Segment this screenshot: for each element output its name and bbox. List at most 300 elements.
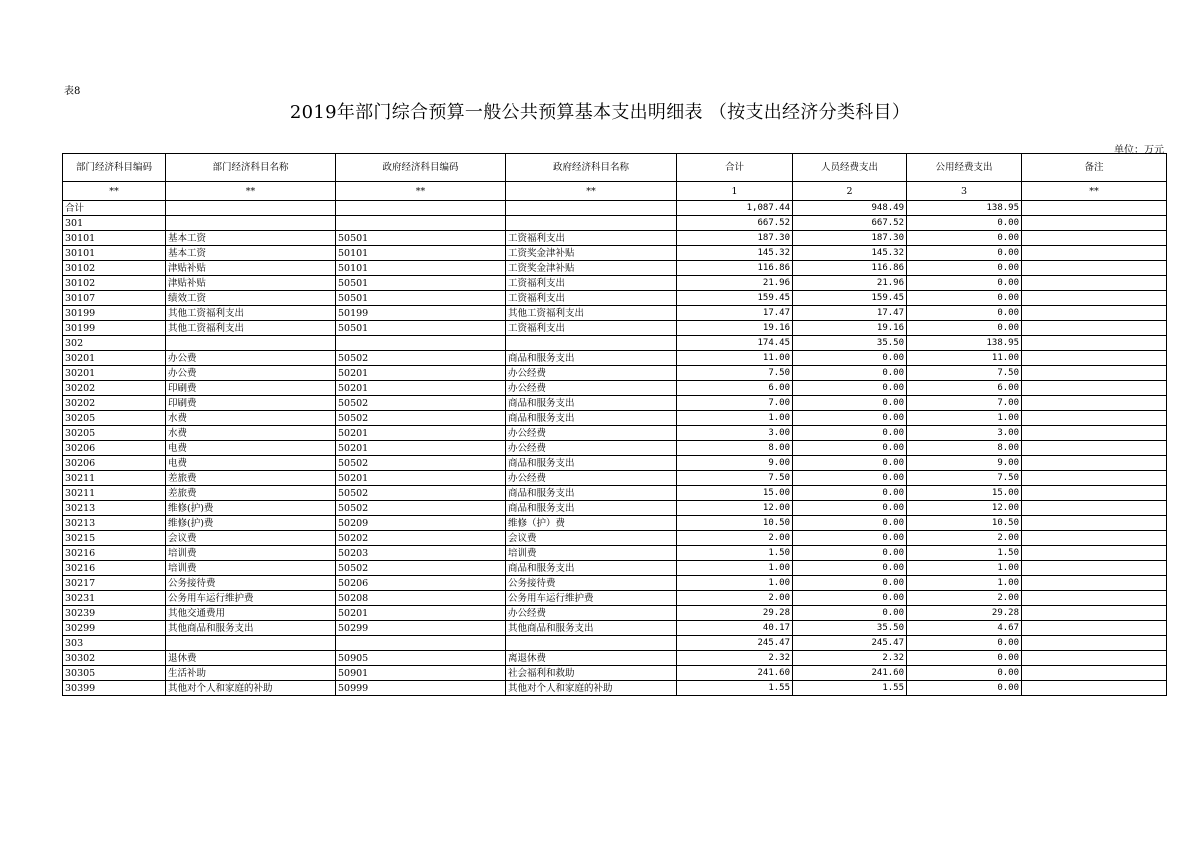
dept-code-cell: 30202	[63, 396, 166, 411]
gov-name-cell: 商品和服务支出	[506, 351, 677, 366]
public-cell: 29.28	[907, 606, 1022, 621]
dept-code-cell: 30199	[63, 321, 166, 336]
public-cell: 12.00	[907, 501, 1022, 516]
dept-name-cell: 印刷费	[166, 381, 336, 396]
gov-name-cell: 会议费	[506, 531, 677, 546]
personnel-cell: 245.47	[793, 636, 907, 651]
dept-name-cell: 基本工资	[166, 246, 336, 261]
dept-name-cell: 其他对个人和家庭的补助	[166, 681, 336, 696]
dept-name-cell: 印刷费	[166, 396, 336, 411]
table-row	[63, 276, 1167, 291]
table-row	[63, 501, 1167, 516]
gov-name-cell: 其他对个人和家庭的补助	[506, 681, 677, 696]
total-cell: 19.16	[677, 321, 793, 336]
gov-code-cell: 50502	[336, 456, 506, 471]
gov-name-cell: 工资奖金津补贴	[506, 246, 677, 261]
gov-name-cell: 商品和服务支出	[506, 561, 677, 576]
personnel-cell: 0.00	[793, 486, 907, 501]
index-cell: **	[166, 182, 336, 201]
dept-code-cell: 30299	[63, 621, 166, 636]
table-row	[63, 471, 1167, 486]
remark-cell	[1022, 621, 1167, 636]
table-row	[63, 456, 1167, 471]
table-row	[63, 591, 1167, 606]
dept-name-cell: 基本工资	[166, 231, 336, 246]
public-cell: 2.00	[907, 531, 1022, 546]
table-row	[63, 531, 1167, 546]
total-cell: 1.00	[677, 411, 793, 426]
table-row	[63, 351, 1167, 366]
gov-name-cell: 公务接待费	[506, 576, 677, 591]
gov-code-cell	[336, 201, 506, 216]
remark-cell	[1022, 246, 1167, 261]
column-header: 政府经济科目编码	[336, 154, 506, 182]
public-cell: 10.50	[907, 516, 1022, 531]
dept-name-cell: 电费	[166, 456, 336, 471]
gov-code-cell: 50502	[336, 351, 506, 366]
table-row	[63, 321, 1167, 336]
gov-name-cell: 工资奖金津补贴	[506, 261, 677, 276]
budget-table	[62, 153, 1167, 696]
dept-code-cell: 30101	[63, 246, 166, 261]
public-cell: 0.00	[907, 276, 1022, 291]
total-cell: 116.86	[677, 261, 793, 276]
dept-name-cell: 培训费	[166, 561, 336, 576]
dept-code-cell: 30211	[63, 471, 166, 486]
remark-cell	[1022, 201, 1167, 216]
personnel-cell: 241.60	[793, 666, 907, 681]
dept-name-cell: 水费	[166, 426, 336, 441]
gov-name-cell: 工资福利支出	[506, 276, 677, 291]
dept-code-cell: 合计	[63, 201, 166, 216]
remark-cell	[1022, 231, 1167, 246]
gov-name-cell: 办公经费	[506, 441, 677, 456]
public-cell: 1.00	[907, 411, 1022, 426]
public-cell: 0.00	[907, 651, 1022, 666]
total-cell: 9.00	[677, 456, 793, 471]
public-cell: 0.00	[907, 306, 1022, 321]
total-cell: 17.47	[677, 306, 793, 321]
gov-code-cell: 50209	[336, 516, 506, 531]
index-cell: 1	[677, 182, 793, 201]
gov-code-cell: 50201	[336, 366, 506, 381]
personnel-cell: 0.00	[793, 501, 907, 516]
gov-code-cell: 50501	[336, 231, 506, 246]
gov-name-cell: 维修（护）费	[506, 516, 677, 531]
total-cell: 174.45	[677, 336, 793, 351]
gov-code-cell: 50201	[336, 381, 506, 396]
dept-name-cell: 水费	[166, 411, 336, 426]
table-row	[63, 576, 1167, 591]
total-cell: 21.96	[677, 276, 793, 291]
public-cell: 2.00	[907, 591, 1022, 606]
dept-code-cell: 30217	[63, 576, 166, 591]
gov-code-cell: 50501	[336, 276, 506, 291]
personnel-cell: 0.00	[793, 576, 907, 591]
dept-name-cell: 其他工资福利支出	[166, 306, 336, 321]
total-cell: 1.50	[677, 546, 793, 561]
remark-cell	[1022, 336, 1167, 351]
personnel-cell: 159.45	[793, 291, 907, 306]
gov-code-cell: 50502	[336, 396, 506, 411]
gov-code-cell: 50206	[336, 576, 506, 591]
dept-code-cell: 30302	[63, 651, 166, 666]
personnel-cell: 145.32	[793, 246, 907, 261]
total-cell: 2.00	[677, 591, 793, 606]
dept-code-cell: 303	[63, 636, 166, 651]
public-cell: 9.00	[907, 456, 1022, 471]
dept-name-cell: 其他商品和服务支出	[166, 621, 336, 636]
dept-code-cell: 30206	[63, 456, 166, 471]
dept-code-cell: 30102	[63, 261, 166, 276]
dept-code-cell: 30216	[63, 561, 166, 576]
remark-cell	[1022, 216, 1167, 231]
public-cell: 0.00	[907, 231, 1022, 246]
total-cell: 145.32	[677, 246, 793, 261]
table-row	[63, 546, 1167, 561]
table-row	[63, 441, 1167, 456]
index-cell: 3	[907, 182, 1022, 201]
total-cell: 159.45	[677, 291, 793, 306]
dept-name-cell: 会议费	[166, 531, 336, 546]
personnel-cell: 0.00	[793, 561, 907, 576]
dept-code-cell: 30215	[63, 531, 166, 546]
gov-name-cell	[506, 636, 677, 651]
dept-name-cell: 其他交通费用	[166, 606, 336, 621]
index-cell: **	[336, 182, 506, 201]
dept-name-cell: 生活补助	[166, 666, 336, 681]
dept-code-cell: 30305	[63, 666, 166, 681]
personnel-cell: 0.00	[793, 426, 907, 441]
dept-code-cell: 30239	[63, 606, 166, 621]
remark-cell	[1022, 486, 1167, 501]
personnel-cell: 0.00	[793, 516, 907, 531]
public-cell: 8.00	[907, 441, 1022, 456]
remark-cell	[1022, 576, 1167, 591]
dept-name-cell: 办公费	[166, 351, 336, 366]
table-row	[63, 651, 1167, 666]
table-row	[63, 366, 1167, 381]
gov-code-cell	[336, 216, 506, 231]
dept-name-cell: 差旅费	[166, 471, 336, 486]
personnel-cell: 19.16	[793, 321, 907, 336]
table-row	[63, 246, 1167, 261]
table-row	[63, 381, 1167, 396]
public-cell: 138.95	[907, 336, 1022, 351]
dept-code-cell: 30107	[63, 291, 166, 306]
table-row	[63, 261, 1167, 276]
dept-code-cell: 302	[63, 336, 166, 351]
gov-name-cell: 工资福利支出	[506, 231, 677, 246]
remark-cell	[1022, 351, 1167, 366]
gov-code-cell: 50199	[336, 306, 506, 321]
personnel-cell: 0.00	[793, 456, 907, 471]
index-cell: **	[1022, 182, 1167, 201]
gov-code-cell: 50905	[336, 651, 506, 666]
total-cell: 2.32	[677, 651, 793, 666]
unit-label: 单位：万元	[1114, 145, 1164, 156]
personnel-cell: 17.47	[793, 306, 907, 321]
dept-code-cell: 30199	[63, 306, 166, 321]
personnel-cell: 187.30	[793, 231, 907, 246]
public-cell: 0.00	[907, 666, 1022, 681]
table-row	[63, 291, 1167, 306]
header-row	[63, 154, 1167, 182]
page-title: 2019年部门综合预算一般公共预算基本支出明细表 （按支出经济分类科目）	[289, 102, 911, 123]
table-row	[63, 681, 1167, 696]
table-body	[63, 201, 1167, 696]
gov-name-cell: 工资福利支出	[506, 291, 677, 306]
dept-code-cell: 30211	[63, 486, 166, 501]
remark-cell	[1022, 381, 1167, 396]
public-cell: 1.00	[907, 561, 1022, 576]
personnel-cell: 0.00	[793, 546, 907, 561]
dept-name-cell: 津贴补贴	[166, 261, 336, 276]
dept-name-cell: 维修(护)费	[166, 516, 336, 531]
personnel-cell: 0.00	[793, 471, 907, 486]
public-cell: 138.95	[907, 201, 1022, 216]
gov-code-cell: 50502	[336, 501, 506, 516]
gov-code-cell: 50101	[336, 261, 506, 276]
total-cell: 10.50	[677, 516, 793, 531]
remark-cell	[1022, 531, 1167, 546]
dept-code-cell: 30213	[63, 516, 166, 531]
dept-code-cell: 30216	[63, 546, 166, 561]
public-cell: 0.00	[907, 216, 1022, 231]
public-cell: 0.00	[907, 681, 1022, 696]
public-cell: 1.00	[907, 576, 1022, 591]
gov-code-cell: 50999	[336, 681, 506, 696]
remark-cell	[1022, 411, 1167, 426]
gov-name-cell: 商品和服务支出	[506, 411, 677, 426]
total-cell: 7.00	[677, 396, 793, 411]
gov-name-cell: 办公经费	[506, 426, 677, 441]
personnel-cell: 0.00	[793, 411, 907, 426]
dept-code-cell: 30205	[63, 411, 166, 426]
dept-code-cell: 301	[63, 216, 166, 231]
gov-name-cell	[506, 336, 677, 351]
table-row	[63, 486, 1167, 501]
gov-name-cell: 其他商品和服务支出	[506, 621, 677, 636]
table-number: 表8	[64, 86, 81, 97]
remark-cell	[1022, 456, 1167, 471]
dept-name-cell: 绩效工资	[166, 291, 336, 306]
gov-code-cell: 50501	[336, 291, 506, 306]
total-cell: 245.47	[677, 636, 793, 651]
public-cell: 0.00	[907, 291, 1022, 306]
remark-cell	[1022, 321, 1167, 336]
dept-name-cell: 公务接待费	[166, 576, 336, 591]
column-header: 部门经济科目编码	[63, 154, 166, 182]
dept-name-cell: 津贴补贴	[166, 276, 336, 291]
personnel-cell: 35.50	[793, 336, 907, 351]
remark-cell	[1022, 261, 1167, 276]
dept-code-cell: 30201	[63, 351, 166, 366]
public-cell: 0.00	[907, 636, 1022, 651]
gov-code-cell: 50901	[336, 666, 506, 681]
personnel-cell: 1.55	[793, 681, 907, 696]
table-row	[63, 621, 1167, 636]
total-cell: 12.00	[677, 501, 793, 516]
gov-name-cell	[506, 216, 677, 231]
personnel-cell: 0.00	[793, 381, 907, 396]
dept-name-cell: 培训费	[166, 546, 336, 561]
column-header: 人员经费支出	[793, 154, 907, 182]
public-cell: 7.50	[907, 366, 1022, 381]
personnel-cell: 35.50	[793, 621, 907, 636]
gov-code-cell: 50501	[336, 321, 506, 336]
gov-name-cell: 办公经费	[506, 366, 677, 381]
public-cell: 6.00	[907, 381, 1022, 396]
remark-cell	[1022, 291, 1167, 306]
dept-code-cell: 30399	[63, 681, 166, 696]
gov-code-cell: 50203	[336, 546, 506, 561]
dept-name-cell	[166, 201, 336, 216]
gov-code-cell	[336, 336, 506, 351]
dept-code-cell: 30231	[63, 591, 166, 606]
personnel-cell: 0.00	[793, 366, 907, 381]
personnel-cell: 0.00	[793, 396, 907, 411]
personnel-cell: 21.96	[793, 276, 907, 291]
gov-code-cell: 50502	[336, 561, 506, 576]
dept-name-cell	[166, 636, 336, 651]
gov-code-cell	[336, 636, 506, 651]
column-header: 政府经济科目名称	[506, 154, 677, 182]
dept-code-cell: 30206	[63, 441, 166, 456]
dept-code-cell: 30213	[63, 501, 166, 516]
table-row	[63, 231, 1167, 246]
table-row	[63, 666, 1167, 681]
table-row	[63, 636, 1167, 651]
total-cell: 1,087.44	[677, 201, 793, 216]
table-row	[63, 396, 1167, 411]
dept-code-cell: 30101	[63, 231, 166, 246]
gov-name-cell: 培训费	[506, 546, 677, 561]
gov-name-cell: 商品和服务支出	[506, 501, 677, 516]
remark-cell	[1022, 561, 1167, 576]
table-row	[63, 606, 1167, 621]
remark-cell	[1022, 546, 1167, 561]
public-cell: 4.67	[907, 621, 1022, 636]
gov-name-cell: 商品和服务支出	[506, 396, 677, 411]
personnel-cell: 0.00	[793, 591, 907, 606]
total-cell: 11.00	[677, 351, 793, 366]
remark-cell	[1022, 276, 1167, 291]
gov-name-cell: 社会福利和救助	[506, 666, 677, 681]
total-cell: 3.00	[677, 426, 793, 441]
gov-name-cell: 办公经费	[506, 606, 677, 621]
table-row	[63, 306, 1167, 321]
total-cell: 1.00	[677, 561, 793, 576]
dept-name-cell: 公务用车运行维护费	[166, 591, 336, 606]
total-cell: 667.52	[677, 216, 793, 231]
gov-code-cell: 50502	[336, 411, 506, 426]
table-row	[63, 336, 1167, 351]
public-cell: 1.50	[907, 546, 1022, 561]
gov-name-cell: 商品和服务支出	[506, 486, 677, 501]
remark-cell	[1022, 366, 1167, 381]
gov-name-cell: 工资福利支出	[506, 321, 677, 336]
remark-cell	[1022, 636, 1167, 651]
personnel-cell: 0.00	[793, 531, 907, 546]
dept-name-cell: 办公费	[166, 366, 336, 381]
dept-name-cell: 其他工资福利支出	[166, 321, 336, 336]
gov-code-cell: 50101	[336, 246, 506, 261]
column-header: 合计	[677, 154, 793, 182]
table-row	[63, 516, 1167, 531]
total-cell: 15.00	[677, 486, 793, 501]
column-header: 公用经费支出	[907, 154, 1022, 182]
total-cell: 1.00	[677, 576, 793, 591]
public-cell: 0.00	[907, 261, 1022, 276]
dept-code-cell: 30201	[63, 366, 166, 381]
public-cell: 3.00	[907, 426, 1022, 441]
index-row	[63, 182, 1167, 201]
total-cell: 241.60	[677, 666, 793, 681]
remark-cell	[1022, 426, 1167, 441]
table-row	[63, 411, 1167, 426]
remark-cell	[1022, 441, 1167, 456]
remark-cell	[1022, 666, 1167, 681]
public-cell: 15.00	[907, 486, 1022, 501]
index-cell: **	[63, 182, 166, 201]
total-cell: 7.50	[677, 366, 793, 381]
remark-cell	[1022, 516, 1167, 531]
public-cell: 0.00	[907, 246, 1022, 261]
total-cell: 2.00	[677, 531, 793, 546]
gov-name-cell	[506, 201, 677, 216]
column-header: 备注	[1022, 154, 1167, 182]
personnel-cell: 2.32	[793, 651, 907, 666]
total-cell: 7.50	[677, 471, 793, 486]
public-cell: 0.00	[907, 321, 1022, 336]
gov-code-cell: 50208	[336, 591, 506, 606]
index-cell: 2	[793, 182, 907, 201]
gov-code-cell: 50201	[336, 606, 506, 621]
remark-cell	[1022, 306, 1167, 321]
personnel-cell: 0.00	[793, 441, 907, 456]
personnel-cell: 0.00	[793, 606, 907, 621]
dept-name-cell: 差旅费	[166, 486, 336, 501]
gov-name-cell: 其他工资福利支出	[506, 306, 677, 321]
gov-name-cell: 公务用车运行维护费	[506, 591, 677, 606]
gov-name-cell: 办公经费	[506, 381, 677, 396]
total-cell: 6.00	[677, 381, 793, 396]
personnel-cell: 116.86	[793, 261, 907, 276]
gov-code-cell: 50502	[336, 486, 506, 501]
personnel-cell: 0.00	[793, 351, 907, 366]
dept-name-cell	[166, 336, 336, 351]
remark-cell	[1022, 501, 1167, 516]
remark-cell	[1022, 396, 1167, 411]
index-cell: **	[506, 182, 677, 201]
remark-cell	[1022, 651, 1167, 666]
column-header: 部门经济科目名称	[166, 154, 336, 182]
table-row	[63, 426, 1167, 441]
dept-code-cell: 30205	[63, 426, 166, 441]
gov-code-cell: 50201	[336, 426, 506, 441]
public-cell: 7.50	[907, 471, 1022, 486]
personnel-cell: 667.52	[793, 216, 907, 231]
table-row	[63, 201, 1167, 216]
total-cell: 40.17	[677, 621, 793, 636]
gov-name-cell: 离退休费	[506, 651, 677, 666]
personnel-cell: 948.49	[793, 201, 907, 216]
remark-cell	[1022, 471, 1167, 486]
total-cell: 1.55	[677, 681, 793, 696]
dept-code-cell: 30202	[63, 381, 166, 396]
remark-cell	[1022, 591, 1167, 606]
